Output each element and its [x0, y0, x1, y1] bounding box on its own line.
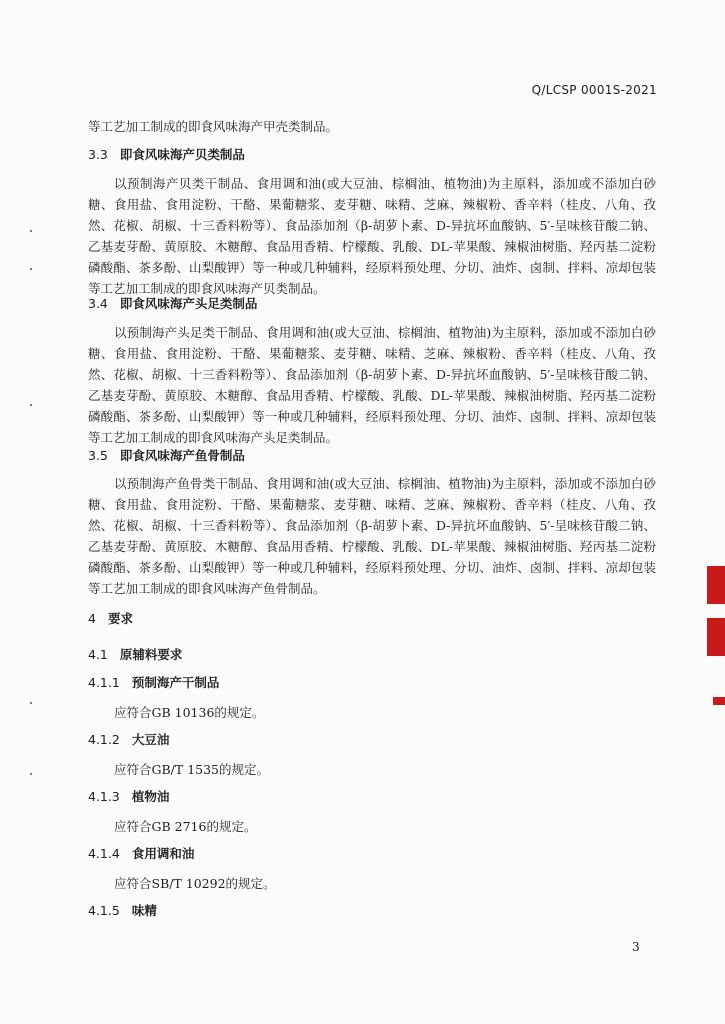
- scan-speck: [30, 268, 32, 270]
- heading-4-1-5: [88, 902, 157, 920]
- paragraph-3-4: 以预制海产头足类干制品、食用调和油(或大豆油、棕榈油、植物油)为主原料，添加或不添加白砂糖、食用盐、食用淀粉、干酪、果葡糖浆、麦芽糖、味精、芝麻、辣椒粉、香辛料（桂皮、八角、孜然、花椒、胡椒、十三香料粉等）、食品添加剂（β-胡萝卜素、D-异抗坏血酸钠、5′-呈味核苷酸二钠、乙基麦芽酚、黄原胶、木糖醇、食品用香精、柠檬酸、乳酸、DL-苹果酸、辣椒油树脂、羟丙基二淀粉磷酸酯、茶多酚、山梨酸钾）等一种或几种辅料，经原料预处理、分切、油炸、卤制、拌料、凉却包装等工艺加工制成的即食风味海产头足类制品。: [88, 325, 656, 445]
- heading-number: 4.1.5: [88, 903, 120, 918]
- heading-4-1: [88, 646, 182, 664]
- scan-speck: [30, 404, 32, 406]
- heading-number: 4.1: [88, 647, 108, 662]
- paragraph-4-1-4: 应符合SB/T 10292的规定。: [114, 876, 276, 891]
- heading-4: [88, 610, 133, 628]
- heading-title: 食用调和油: [131, 846, 195, 861]
- heading-4-1-2: [88, 731, 169, 749]
- paragraph-3-2-tail: 等工艺加工制成的即食风味海产甲壳类制品。: [88, 119, 339, 134]
- heading-number: 4.1.3: [88, 789, 120, 804]
- seal-fragment-bottom: [713, 697, 725, 705]
- heading-number: 4.1.1: [88, 675, 120, 690]
- heading-title: 味精: [131, 903, 157, 918]
- heading-title: 大豆油: [131, 732, 170, 747]
- heading-title: 要求: [107, 611, 133, 626]
- paragraph-4-1-3: 应符合GB 2716的规定。: [114, 819, 257, 834]
- heading-title: 即食风味海产贝类制品: [119, 147, 245, 162]
- heading-title: 植物油: [131, 789, 170, 804]
- heading-4-1-4: [88, 845, 194, 863]
- heading-number: 4.1.4: [88, 846, 120, 861]
- paragraph-3-3: 以预制海产贝类干制品、食用调和油(或大豆油、棕榈油、植物油)为主原料，添加或不添加白砂糖、食用盐、食用淀粉、干酪、果葡糖浆、麦芽糖、味精、芝麻、辣椒粉、香辛料（桂皮、八角、孜然、花椒、胡椒、十三香料粉等）、食品添加剂（β-胡萝卜素、D-异抗坏血酸钠、5′-呈味核苷酸二钠、乙基麦芽酚、黄原胶、木糖醇、食品用香精、柠檬酸、乳酸、DL-苹果酸、辣椒油树脂、羟丙基二淀粉磷酸酯、茶多酚、山梨酸钾）等一种或几种辅料，经原料预处理、分切、油炸、卤制、拌料、凉却包装等工艺加工制成的即食风味海产贝类制品。: [88, 176, 656, 296]
- heading-3-5: [88, 447, 245, 465]
- heading-title: 预制海产干制品: [131, 675, 220, 690]
- heading-number: 4: [88, 611, 96, 626]
- scan-speck: [30, 702, 32, 704]
- heading-title: 即食风味海产头足类制品: [119, 296, 258, 311]
- heading-4-1-1: [88, 674, 219, 692]
- scan-speck: [30, 230, 32, 232]
- heading-title: 原辅料要求: [119, 647, 183, 662]
- heading-number: 3.3: [88, 147, 108, 162]
- scan-speck: [30, 773, 32, 775]
- seal-fragment-middle: [707, 618, 725, 656]
- heading-number: 3.5: [88, 448, 108, 463]
- page-number: 3: [632, 940, 640, 954]
- heading-number: 3.4: [88, 296, 108, 311]
- heading-3-3: [88, 146, 245, 164]
- paragraph-4-1-2: 应符合GB/T 1535的规定。: [114, 762, 270, 777]
- paragraph-4-1-1: 应符合GB 10136的规定。: [114, 705, 265, 720]
- heading-number: 4.1.2: [88, 732, 120, 747]
- document-number: Q/LCSP 0001S-2021: [531, 83, 657, 97]
- heading-3-4: [88, 295, 257, 313]
- heading-title: 即食风味海产鱼骨制品: [119, 448, 245, 463]
- seal-fragment-top: [707, 566, 725, 604]
- paragraph-3-5: 以预制海产鱼骨类干制品、食用调和油(或大豆油、棕榈油、植物油)为主原料，添加或不添加白砂糖、食用盐、食用淀粉、干酪、果葡糖浆、麦芽糖、味精、芝麻、辣椒粉、香辛料（桂皮、八角、孜然、花椒、胡椒、十三香料粉等）、食品添加剂（β-胡萝卜素、D-异抗坏血酸钠、5′-呈味核苷酸二钠、乙基麦芽酚、黄原胶、木糖醇、食品用香精、柠檬酸、乳酸、DL-苹果酸、辣椒油树脂、羟丙基二淀粉磷酸酯、茶多酚、山梨酸钾）等一种或几种辅料，经原料预处理、分切、油炸、卤制、拌料、凉却包装等工艺加工制成的即食风味海产鱼骨制品。: [88, 476, 656, 596]
- heading-4-1-3: [88, 788, 169, 806]
